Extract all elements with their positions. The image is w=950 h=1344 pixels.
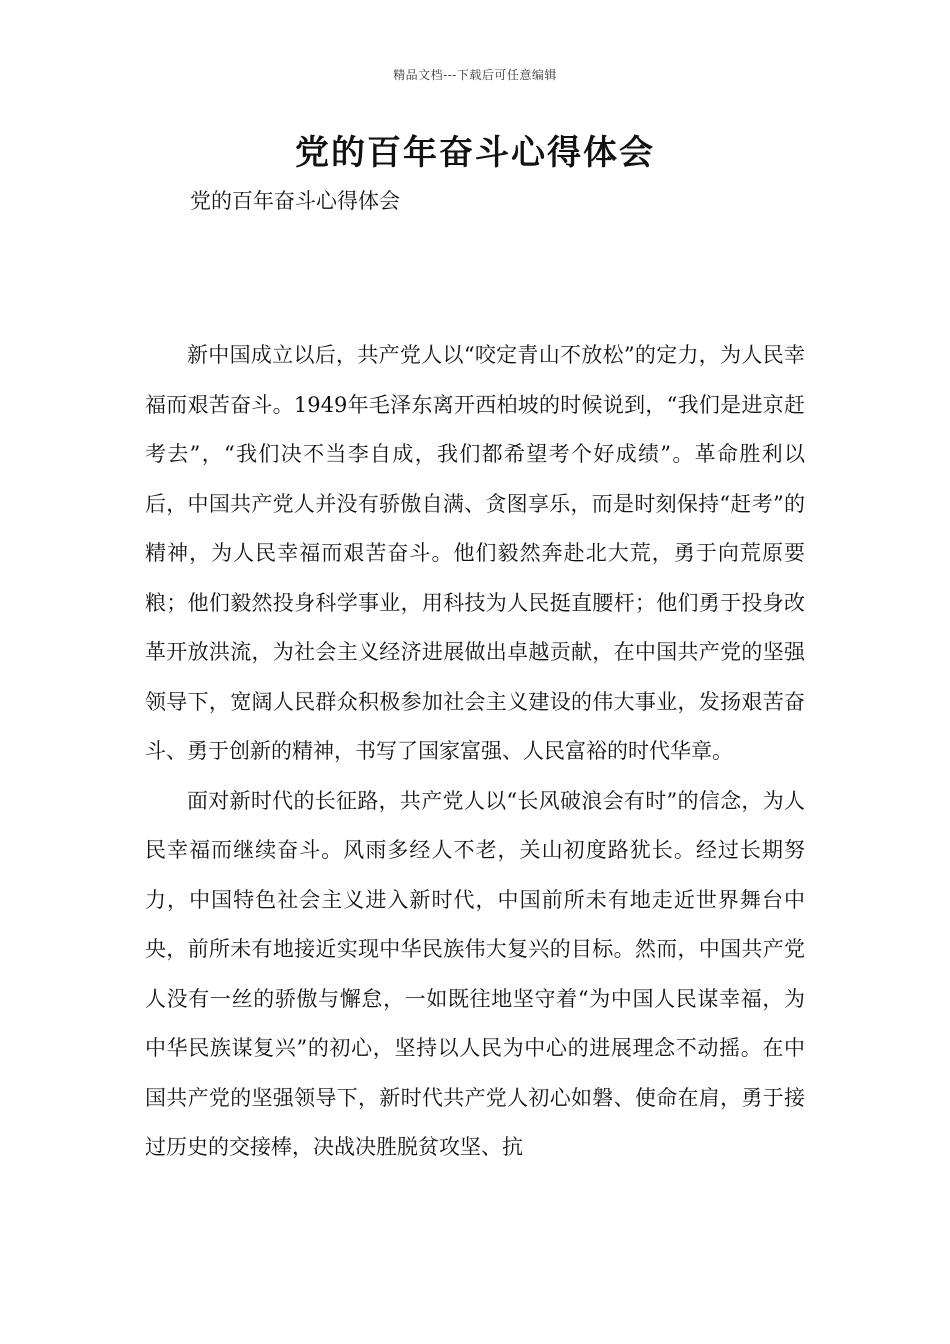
paragraph-1: 新中国成立以后，共产党人以“咬定青山不放松”的定力，为人民幸福而艰苦奋斗。1949年毛泽东离开西柏坡的时候说到，“我们是进京赶考去”，“我们决不当李自成，我们都希望考个好成绩”。革命胜利以后，中国共产党人并没有骄傲自满、贪图享乐，而是时刻保持“赶考”的精神，为人民幸福而艰苦奋斗。他们毅然奔赴北大荒，勇于向荒原要粮；他们毅然投身科学事业，用科技为人民挺直腰杆；他们勇于投身改革开放洪流，为社会主义经济进展做出卓越贡献，在中国共产党的坚强领导下，宽阔人民群众积极参加社会主义建设的伟大事业，发扬艰苦奋斗、勇于创新的精神，书写了国家富强、人民富裕的时代华章。	[145, 343, 805, 763]
header-note: 精品文档---下载后可任意编辑	[393, 68, 557, 82]
document-body	[145, 331, 805, 1173]
document-subtitle: 党的百年奋斗心得体会	[190, 189, 400, 213]
paragraph-2: 面对新时代的长征路，共产党人以“长风破浪会有时”的信念，为人民幸福而继续奋斗。风雨多经人不老，关山初度路犹长。经过长期努力，中国特色社会主义进入新时代，中国前所未有地走近世界舞台中央，前所未有地接近实现中华民族伟大复兴的目标。然而，中国共产党人没有一丝的骄傲与懈怠，一如既往地坚守着“为中国人民谋幸福，为中华民族谋复兴”的初心，坚持以人民为中心的进展理念不动摇。在中国共产党的坚强领导下，新时代共产党人初心如磐、使命在肩，勇于接过历史的交接棒，决战决胜脱贫攻坚、抗	[145, 788, 805, 1159]
document-title: 党的百年奋斗心得体会	[295, 133, 655, 173]
